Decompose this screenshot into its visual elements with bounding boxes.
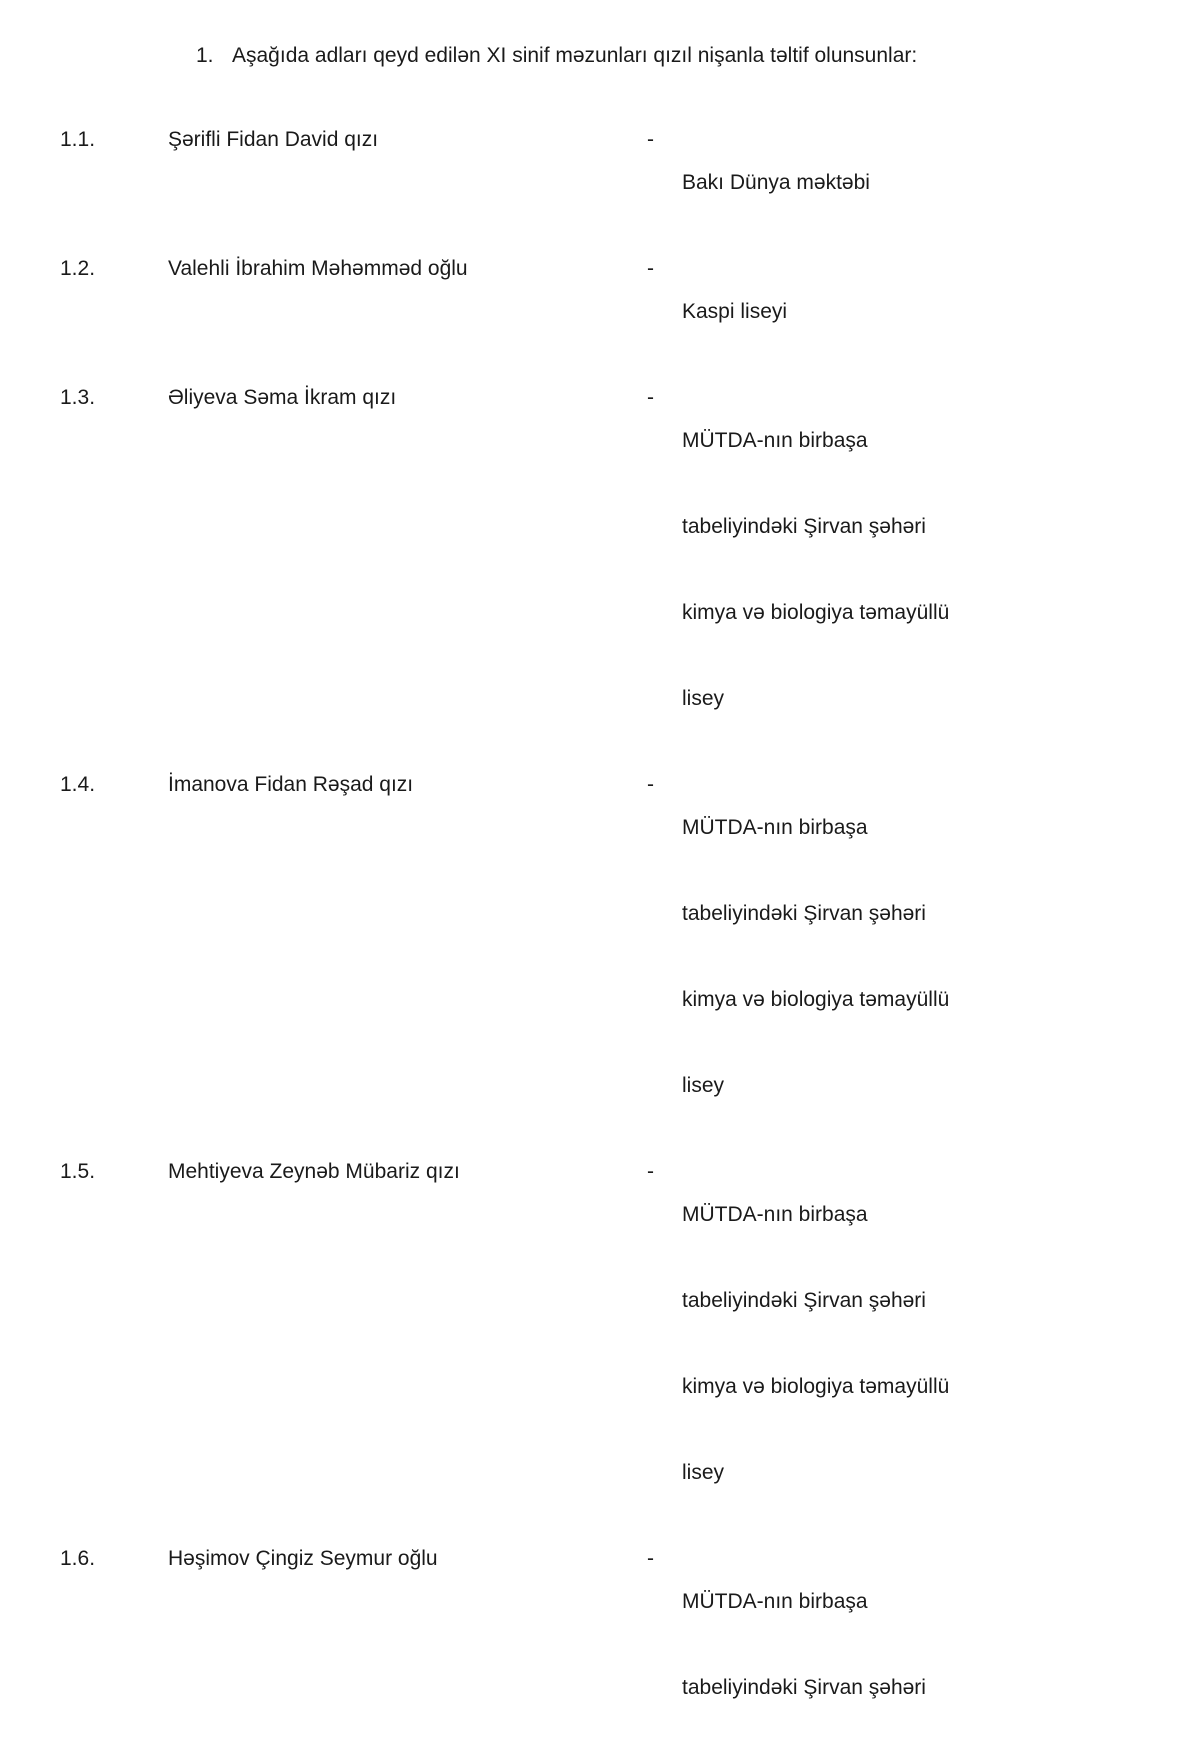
school-line: MÜTDA-nın birbaşa (682, 816, 868, 839)
list-item (0, 1150, 1200, 1537)
item-index: 1.5. (60, 1160, 96, 1183)
separator-dash: - (647, 773, 654, 796)
school-line: tabeliyindəki Şirvan şəhəri (682, 902, 926, 925)
school-line: lisey (682, 1074, 725, 1097)
school-line: kimya və biologiya təmayüllü (682, 1375, 950, 1398)
item-index: 1.1. (60, 128, 96, 151)
separator-dash: - (647, 1547, 654, 1570)
school-line: kimya və biologiya təmayüllü (682, 601, 950, 624)
school-name (682, 376, 1012, 763)
student-name: Valehli İbrahim Məhəmməd oğlu (168, 257, 468, 280)
list-item (0, 763, 1200, 1150)
school-name (682, 247, 1012, 376)
separator-dash: - (647, 1160, 654, 1183)
school-line: tabeliyindəki Şirvan şəhəri (682, 1289, 926, 1312)
decree-heading (196, 34, 917, 77)
item-index: 1.2. (60, 257, 96, 280)
awardee-list (0, 118, 1200, 1752)
item-index: 1.6. (60, 1547, 96, 1570)
school-line: MÜTDA-nın birbaşa (682, 1203, 868, 1226)
list-item (0, 247, 1200, 376)
separator-dash: - (647, 128, 654, 151)
item-index: 1.3. (60, 386, 96, 409)
school-line: Kaspi liseyi (682, 300, 788, 323)
list-item (0, 376, 1200, 763)
school-name (682, 1537, 1012, 1752)
school-line: lisey (682, 1461, 725, 1484)
school-name (682, 763, 1012, 1150)
school-line: kimya və biologiya təmayüllü (682, 988, 950, 1011)
school-line: Bakı Dünya məktəbi (682, 171, 870, 194)
student-name: Şərifli Fidan David qızı (168, 128, 379, 151)
school-name (682, 118, 1012, 247)
school-line: tabeliyindəki Şirvan şəhəri (682, 515, 926, 538)
school-name (682, 1150, 1012, 1537)
student-name: Əliyeva Səma İkram qızı (168, 386, 397, 409)
student-name: Mehtiyeva Zeynəb Mübariz qızı (168, 1160, 460, 1183)
student-name: Həşimov Çingiz Seymur oğlu (168, 1547, 438, 1570)
school-line: lisey (682, 687, 725, 710)
list-item (0, 1537, 1200, 1752)
separator-dash: - (647, 386, 654, 409)
list-item (0, 118, 1200, 247)
school-line: MÜTDA-nın birbaşa (682, 1590, 868, 1613)
heading-number: 1. (196, 44, 214, 67)
school-line: tabeliyindəki Şirvan şəhəri (682, 1676, 926, 1699)
item-index: 1.4. (60, 773, 96, 796)
student-name: İmanova Fidan Rəşad qızı (168, 773, 414, 796)
heading-text: Aşağıda adları qeyd edilən XI sinif məzunları qızıl nişanla təltif olunsunlar: (232, 44, 918, 67)
separator-dash: - (647, 257, 654, 280)
school-line: MÜTDA-nın birbaşa (682, 429, 868, 452)
